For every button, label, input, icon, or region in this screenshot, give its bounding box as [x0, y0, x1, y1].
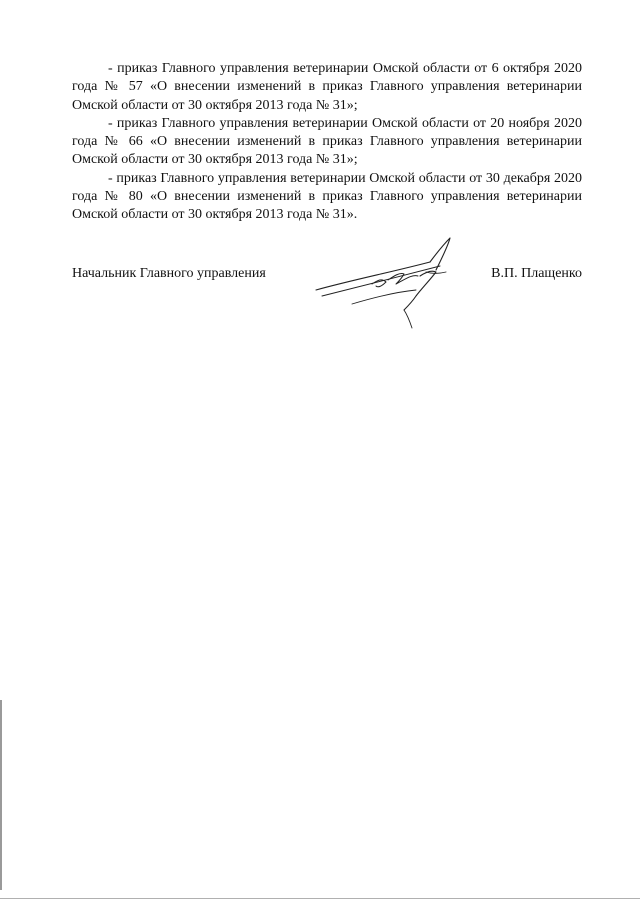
signatory-title: Начальник Главного управления	[72, 266, 266, 281]
scan-bottom-edge	[0, 898, 640, 899]
signatory-name: В.П. Плащенко	[491, 266, 582, 281]
list-item: - приказ Главного управления ветеринарии Омской области от 20 ноября 2020 года № 66 «О внесении изменений в приказ Главного управления ветеринарии Омской области от 30 октября 2013 года № 31»;	[72, 115, 582, 168]
list-item: - приказ Главного управления ветеринарии Омской области от 30 декабря 2020 года № 80 «О внесении изменений в приказ Главного управления ветеринарии Омской области от 30 октября 2013 года № 31».	[72, 170, 582, 223]
scan-edge-mark	[0, 700, 2, 890]
list-item: - приказ Главного управления ветеринарии Омской области от 6 октября 2020 года № 57 «О внесении изменений в приказ Главного управления ветеринарии Омской области от 30 октября 2013 года № 31»;	[72, 61, 582, 113]
handwritten-signature	[312, 232, 462, 332]
document-body	[72, 60, 582, 225]
